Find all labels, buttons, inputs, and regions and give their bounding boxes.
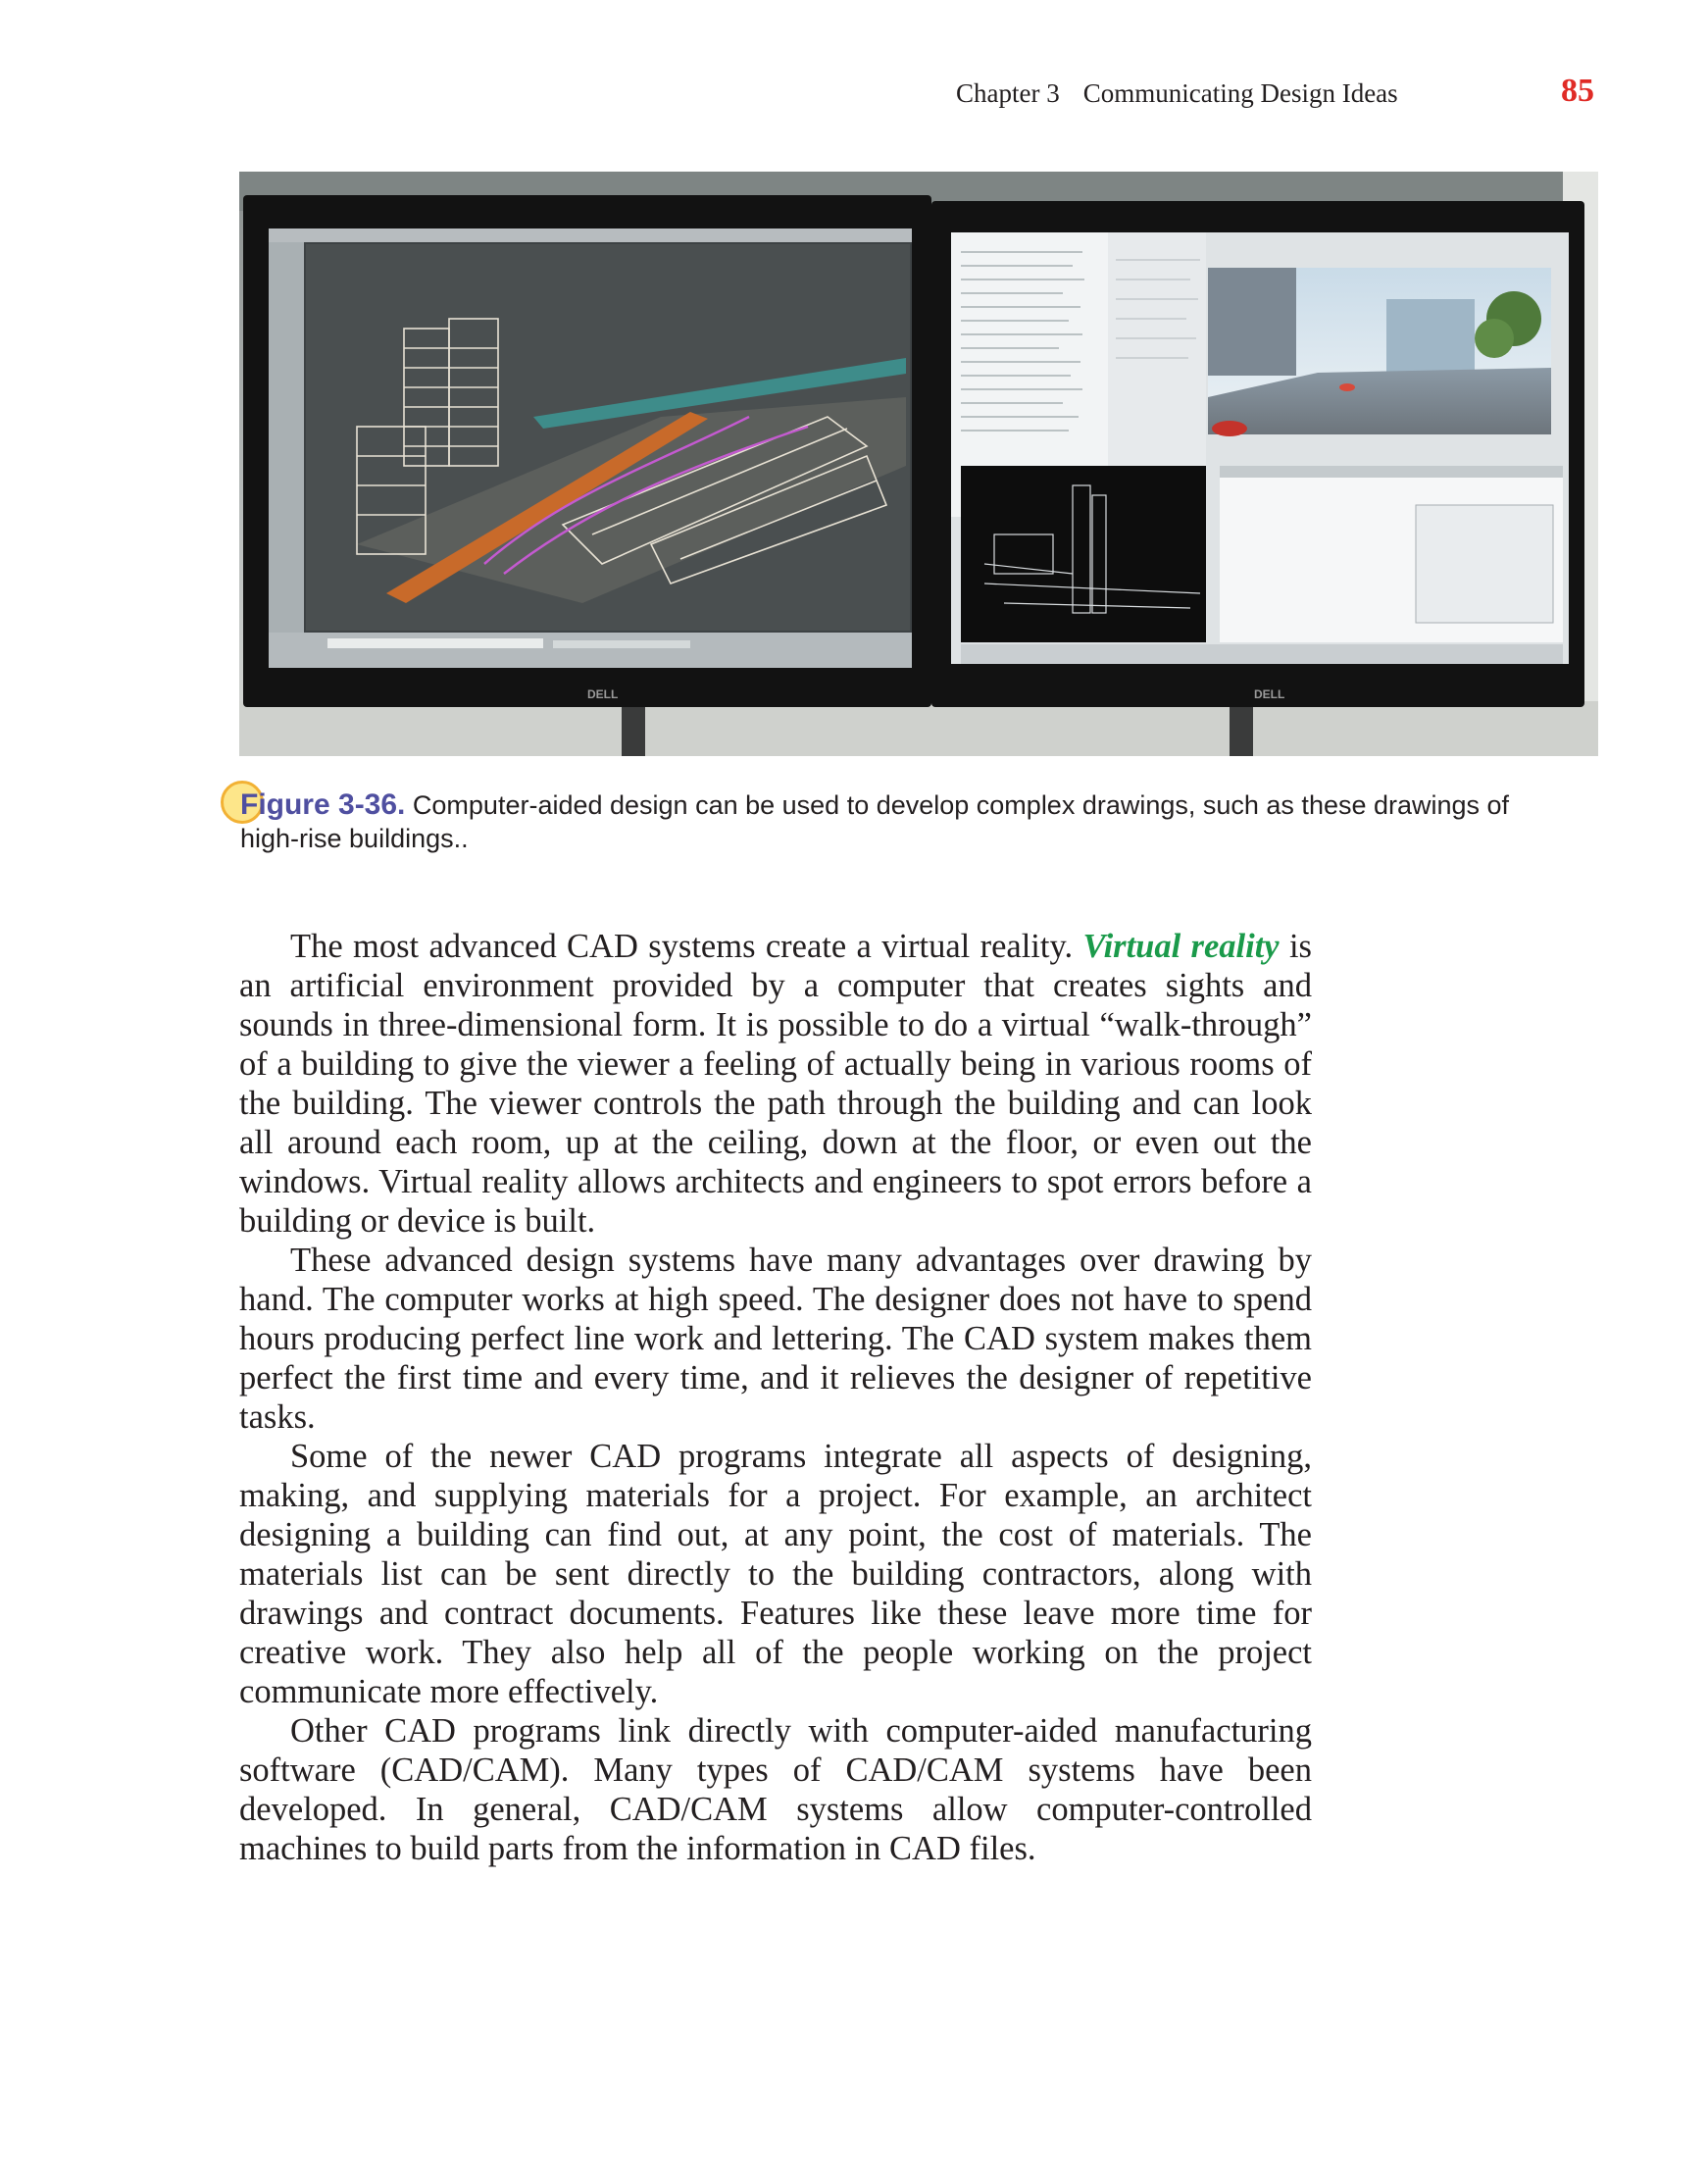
paragraph-1 bbox=[239, 927, 1312, 1241]
running-head bbox=[956, 78, 1398, 109]
paragraph-2: These advanced design systems have many advantages over drawing by hand. The computer works at high speed. The designer does not have to spend hours producing perfect line work and lettering. The CAD system makes them perfect the first time and every time, and it relieves the designer of repetitive tasks. bbox=[239, 1242, 1312, 1436]
figure-caption bbox=[240, 788, 1515, 855]
left-monitor bbox=[243, 195, 931, 707]
body-text bbox=[239, 927, 1312, 1868]
paragraph-1-rest: is an artificial environment provided by a computer that creates sights and sounds in three-dimensional form. It is possible to do a virtual “walk-through” of a building to give the viewer a feeling of actually being in various rooms of the building. The viewer controls the path through the building and can look all around each room, up at the ceiling, down at the floor, or even out the windows. Virtual reality allows architects and engineers to spot errors before a building or device is built. bbox=[239, 928, 1312, 1240]
figure-caption-text: Computer-aided design can be used to develop complex drawings, such as these drawings of high-rise buildings.. bbox=[240, 790, 1510, 853]
right-monitor-brand: DELL bbox=[1254, 687, 1285, 701]
paragraph-1-intro: The most advanced CAD systems create a virtual reality. bbox=[290, 928, 1083, 965]
paragraph-4: Other CAD programs link directly with computer-aided manufacturing software (CAD/CAM). Many types of CAD/CAM systems have been developed. In general, CAD/CAM systems allow computer-controlled machines to build parts from the information in CAD files. bbox=[239, 1712, 1312, 1867]
paragraph-3: Some of the newer CAD programs integrate all aspects of designing, making, and supplying materials for a project. For example, an architect designing a building can find out, at any point, the cost of materials. The materials list can be sent directly to the building contractors, along with drawings and contract documents. Features like these leave more time for creative work. They also help all of the people working on the project communicate more effectively. bbox=[239, 1438, 1312, 1710]
left-monitor-brand: DELL bbox=[587, 687, 619, 701]
chapter-label: Chapter 3 bbox=[956, 78, 1060, 108]
figure-photo bbox=[239, 172, 1598, 756]
right-monitor bbox=[931, 201, 1584, 707]
figure-label: Figure 3-36. bbox=[240, 788, 406, 821]
chapter-title: Communicating Design Ideas bbox=[1082, 78, 1398, 108]
keyterm-virtual-reality: Virtual reality bbox=[1082, 928, 1280, 965]
page-number: 85 bbox=[1561, 73, 1594, 109]
cad-workstation-illustration bbox=[239, 172, 1598, 756]
